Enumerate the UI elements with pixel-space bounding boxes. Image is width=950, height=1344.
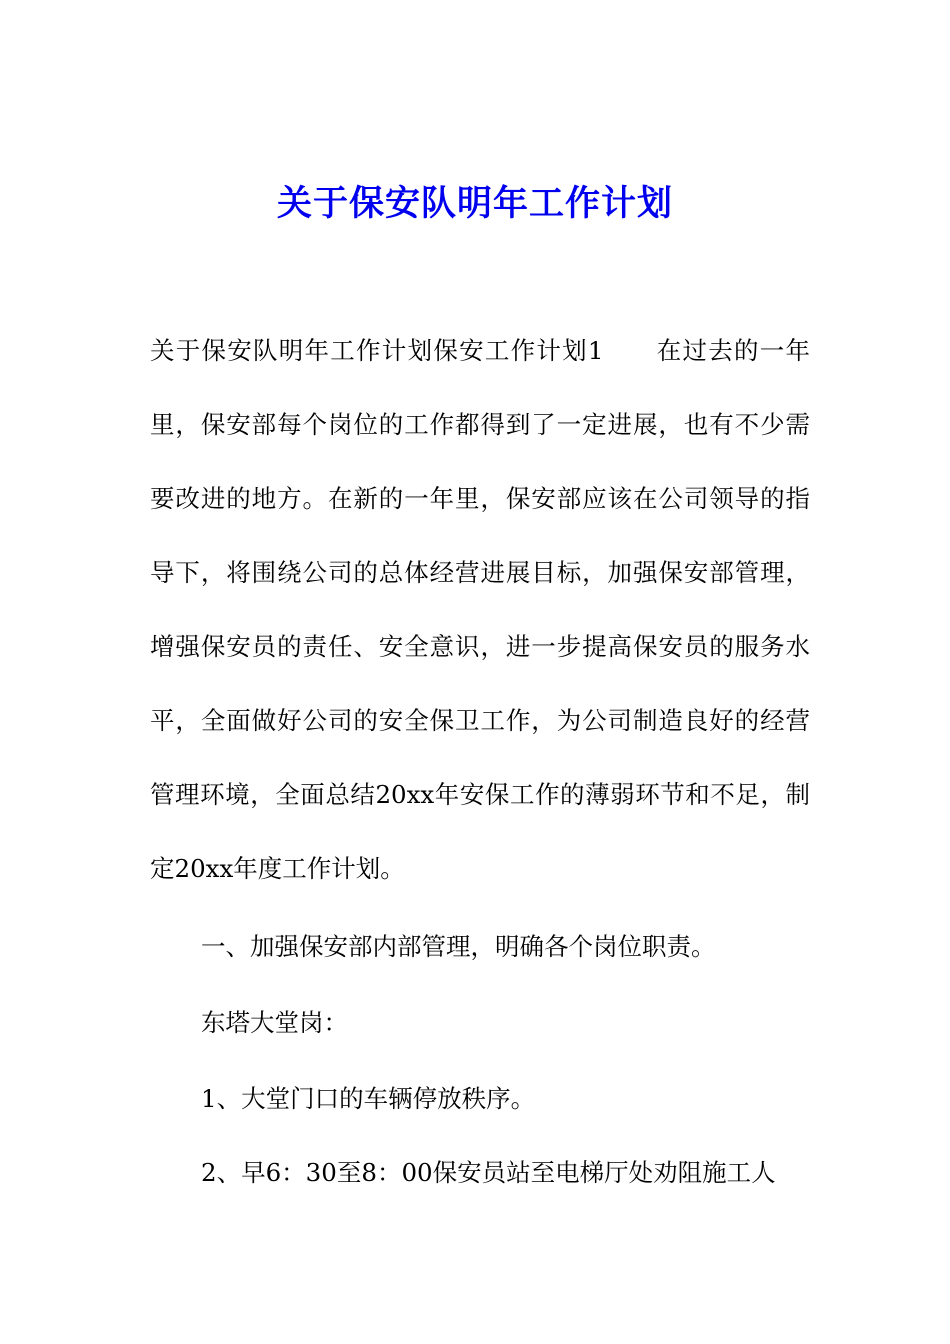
intro-body: 在过去的一年里，保安部每个岗位的工作都得到了一定进展，也有不少需要改进的地方。在新的一年里，保安部应该在公司领导的指导下，将围绕公司的总体经营进展目标，加强保安部管理，增强保安员的责任、安全意识，进一步提高保安员的服务水平，全面做好公司的安全保卫工作，为公司制造良好的经营管理环境，全面总结20xx年安保工作的薄弱环节和不足，制定20xx年度工作计划。 <box>150 336 810 883</box>
list-item: 2、早6：30至8：00保安员站至电梯厅处劝阻施工人 <box>201 1158 776 1187</box>
intro-heading: 关于保安队明年工作计划保安工作计划1 <box>150 336 604 365</box>
list-item: 1、大堂门口的车辆停放秩序。 <box>201 1084 536 1113</box>
document-title: 关于保安队明年工作计划 <box>276 184 673 224</box>
section-heading: 一、加强保安部内部管理，明确各个岗位职责。 <box>201 932 716 961</box>
intro-paragraph <box>150 314 810 906</box>
subsection-heading: 东塔大堂岗： <box>201 1008 348 1037</box>
